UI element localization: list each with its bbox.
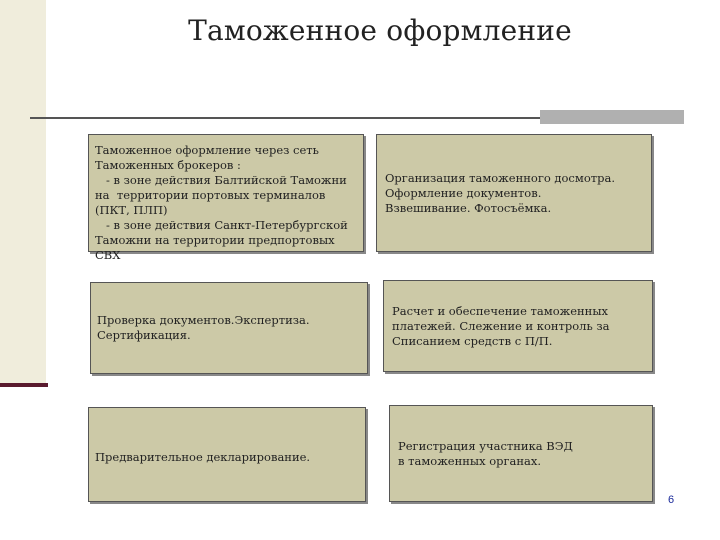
box-pre-declaration: Предварительное декларирование. bbox=[88, 407, 366, 502]
box-registration: Регистрация участника ВЭД в таможенных органах. bbox=[389, 405, 653, 502]
slide-title: Таможенное оформление bbox=[188, 14, 572, 47]
box-inspection: Организация таможенного досмотра. Оформление документов. Взвешивание. Фотосъёмка. bbox=[376, 134, 652, 252]
title-grey-bar bbox=[540, 110, 684, 124]
page-number: 6 bbox=[668, 494, 675, 506]
box-payments: Расчет и обеспечение таможенных платежей. Слежение и контроль за Списанием средств с П/П. bbox=[383, 280, 653, 372]
box-customs-brokers: Таможенное оформление через сеть Таможенных брокеров : - в зоне действия Балтийской Таможни на территории портовых терминалов (ПКТ, ПЛП) - в зоне действия Санкт-Петербургской Таможни на территории предпортовых СВХ bbox=[88, 134, 364, 252]
left-accent-bar bbox=[0, 383, 48, 387]
left-decor-panel bbox=[0, 0, 46, 383]
box-document-check: Проверка документов.Экспертиза. Сертификация. bbox=[90, 282, 368, 374]
